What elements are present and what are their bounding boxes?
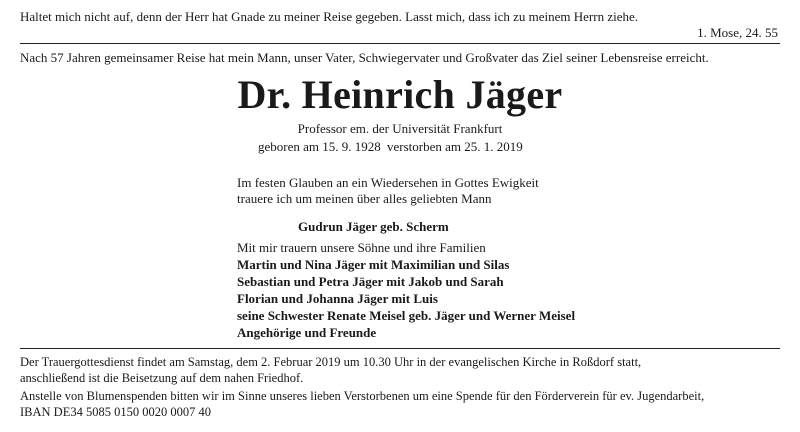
top-divider: [20, 43, 780, 44]
mourners-intro: Mit mir trauern unsere Söhne und ihre Familien: [237, 240, 486, 255]
donation-line-2: IBAN DE34 5085 0150 0020 0007 40: [20, 405, 211, 419]
intro-text: Nach 57 Jahren gemeinsamer Reise hat mein Mann, unser Vater, Schwiegervater und Großvater das Ziel seiner Lebensreise erreicht.: [20, 50, 709, 65]
faith-line-1: Im festen Glauben an ein Wiedersehen in Gottes Ewigkeit: [237, 175, 539, 190]
bottom-divider: [20, 348, 780, 349]
verse-text: Haltet mich nicht auf, denn der Herr hat Gnade zu meiner Reise gegeben. Lasst mich, dass ich zu meinem Herrn ziehe.: [20, 9, 638, 24]
service-line-2: anschließend ist die Beisetzung auf dem nahen Friedhof.: [20, 371, 304, 385]
deceased-name: Dr. Heinrich Jäger: [237, 72, 563, 117]
deceased-title: Professor em. der Universität Frankfurt: [297, 121, 503, 136]
donation-line-1: Anstelle von Blumenspenden bitten wir im Sinne unseres lieben Verstorbenen um eine Spende für den Förderverein für ev. Jugendarbeit,: [20, 389, 705, 403]
mourner-line: Angehörige und Freunde: [237, 325, 377, 340]
death-date: verstorben am 25. 1. 2019: [387, 139, 523, 154]
mourner-line: Martin und Nina Jäger mit Maximilian und Silas: [237, 257, 510, 272]
mourner-line: seine Schwester Renate Meisel geb. Jäger und Werner Meisel: [237, 308, 576, 323]
mourner-line: Florian und Johanna Jäger mit Luis: [237, 291, 438, 306]
mourner-line: Sebastian und Petra Jäger mit Jakob und Sarah: [237, 274, 504, 289]
faith-line-2: trauere ich um meinen über alles geliebten Mann: [237, 191, 492, 206]
birth-date: geboren am 15. 9. 1928: [258, 139, 381, 154]
service-line-1: Der Trauergottesdienst findet am Samstag, dem 2. Februar 2019 um 10.30 Uhr in der evangelischen Kirche in Roßdorf statt,: [20, 355, 642, 369]
widow-name: Gudrun Jäger geb. Scherm: [298, 219, 449, 234]
verse-reference: 1. Mose, 24. 55: [697, 25, 778, 40]
